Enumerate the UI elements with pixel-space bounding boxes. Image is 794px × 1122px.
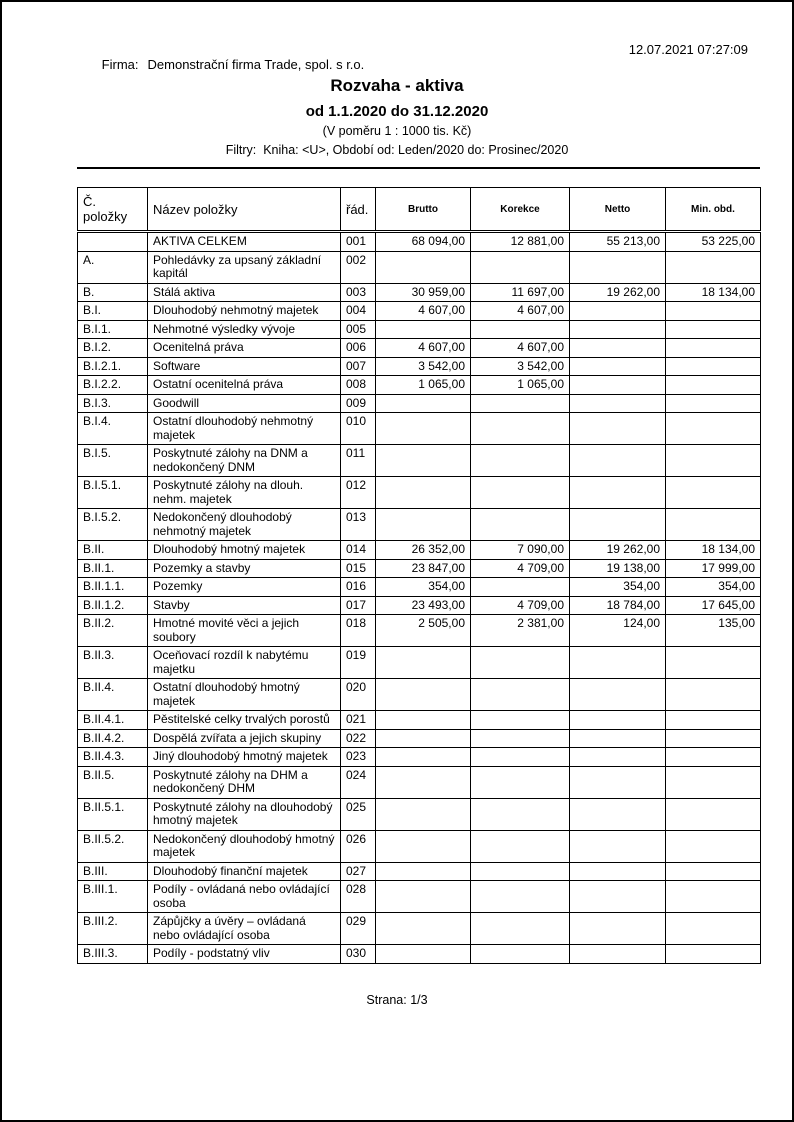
cell-line-number: 011 — [341, 445, 376, 477]
cell-line-number: 028 — [341, 881, 376, 913]
cell-brutto — [376, 830, 471, 862]
cell-min-obd — [666, 477, 761, 509]
cell-item-number: B.II.5. — [78, 766, 148, 798]
cell-line-number: 017 — [341, 596, 376, 615]
cell-netto — [570, 862, 666, 881]
cell-min-obd: 53 225,00 — [666, 232, 761, 252]
cell-brutto: 3 542,00 — [376, 357, 471, 376]
cell-min-obd — [666, 394, 761, 413]
table-row — [78, 798, 761, 830]
cell-netto: 19 138,00 — [570, 559, 666, 578]
cell-brutto — [376, 647, 471, 679]
cell-item-name: Hmotné movité věci a jejich soubory — [148, 615, 341, 647]
cell-item-name: Nehmotné výsledky vývoje — [148, 320, 341, 339]
cell-min-obd — [666, 729, 761, 748]
cell-korekce — [471, 413, 570, 445]
cell-item-number: B.I. — [78, 302, 148, 321]
header-divider — [77, 167, 760, 169]
cell-item-number: B.I.4. — [78, 413, 148, 445]
table-row — [78, 596, 761, 615]
cell-item-number: B.I.1. — [78, 320, 148, 339]
cell-brutto — [376, 862, 471, 881]
cell-min-obd: 18 134,00 — [666, 541, 761, 560]
cell-item-number — [78, 232, 148, 252]
cell-korekce — [471, 477, 570, 509]
cell-netto — [570, 251, 666, 283]
table-row — [78, 913, 761, 945]
table-row — [78, 711, 761, 730]
cell-min-obd — [666, 413, 761, 445]
cell-netto — [570, 647, 666, 679]
cell-min-obd: 17 645,00 — [666, 596, 761, 615]
col-header-netto: Netto — [570, 188, 666, 232]
table-row — [78, 862, 761, 881]
cell-item-number: B.II.4.1. — [78, 711, 148, 730]
cell-line-number: 014 — [341, 541, 376, 560]
table-row — [78, 748, 761, 767]
cell-item-name: Dlouhodobý nehmotný majetek — [148, 302, 341, 321]
cell-netto — [570, 729, 666, 748]
cell-item-name: Pěstitelské celky trvalých porostů — [148, 711, 341, 730]
cell-line-number: 005 — [341, 320, 376, 339]
cell-item-name: Pozemky a stavby — [148, 559, 341, 578]
cell-netto — [570, 711, 666, 730]
cell-item-name: Dlouhodobý hmotný majetek — [148, 541, 341, 560]
cell-item-number: B.II.2. — [78, 615, 148, 647]
table-row — [78, 413, 761, 445]
cell-item-number: B.I.2.1. — [78, 357, 148, 376]
cell-item-name: Ocenitelná práva — [148, 339, 341, 358]
cell-brutto: 26 352,00 — [376, 541, 471, 560]
cell-brutto: 68 094,00 — [376, 232, 471, 252]
cell-line-number: 019 — [341, 647, 376, 679]
table-row — [78, 766, 761, 798]
cell-korekce: 11 697,00 — [471, 283, 570, 302]
cell-item-name: Poskytnuté zálohy na dlouh. nehm. majetek — [148, 477, 341, 509]
cell-line-number: 002 — [341, 251, 376, 283]
cell-min-obd — [666, 302, 761, 321]
cell-netto — [570, 945, 666, 964]
print-timestamp: 12.07.2021 07:27:09 — [628, 42, 748, 57]
cell-brutto — [376, 679, 471, 711]
cell-korekce: 3 542,00 — [471, 357, 570, 376]
col-header-brutto: Brutto — [376, 188, 471, 232]
cell-brutto — [376, 320, 471, 339]
cell-netto — [570, 766, 666, 798]
cell-netto — [570, 830, 666, 862]
cell-netto — [570, 445, 666, 477]
report-period: od 1.1.2020 do 31.12.2020 — [305, 103, 489, 120]
cell-item-number: B.III.3. — [78, 945, 148, 964]
cell-line-number: 022 — [341, 729, 376, 748]
cell-item-number: A. — [78, 251, 148, 283]
cell-line-number: 004 — [341, 302, 376, 321]
cell-netto — [570, 320, 666, 339]
cell-item-name: Podíly - ovládaná nebo ovládající osoba — [148, 881, 341, 913]
table-row — [78, 945, 761, 964]
cell-line-number: 027 — [341, 862, 376, 881]
cell-item-number: B.I.2.2. — [78, 376, 148, 395]
cell-netto: 18 784,00 — [570, 596, 666, 615]
cell-line-number: 001 — [341, 232, 376, 252]
cell-item-name: Nedokončený dlouhodobý hmotný majetek — [148, 830, 341, 862]
col-header-item-number: Č. položky — [78, 188, 148, 232]
col-header-korekce: Korekce — [471, 188, 570, 232]
cell-line-number: 006 — [341, 339, 376, 358]
cell-netto — [570, 748, 666, 767]
cell-korekce: 4 709,00 — [471, 559, 570, 578]
cell-item-name: Pohledávky za upsaný základní kapitál — [148, 251, 341, 283]
cell-item-number: B.II.4.3. — [78, 748, 148, 767]
cell-min-obd — [666, 509, 761, 541]
cell-item-number: B.III. — [78, 862, 148, 881]
cell-item-name: Nedokončený dlouhodobý nehmotný majetek — [148, 509, 341, 541]
cell-korekce — [471, 862, 570, 881]
cell-item-number: B.II.3. — [78, 647, 148, 679]
table-row — [78, 679, 761, 711]
table-row — [78, 445, 761, 477]
cell-netto — [570, 339, 666, 358]
cell-line-number: 012 — [341, 477, 376, 509]
cell-netto — [570, 376, 666, 395]
table-row — [78, 339, 761, 358]
cell-item-name: Ostatní ocenitelná práva — [148, 376, 341, 395]
cell-brutto — [376, 509, 471, 541]
col-header-min-obd: Min. obd. — [666, 188, 761, 232]
cell-min-obd — [666, 830, 761, 862]
table-row — [78, 615, 761, 647]
cell-item-number: B.II.1.2. — [78, 596, 148, 615]
cell-korekce: 2 381,00 — [471, 615, 570, 647]
cell-brutto — [376, 477, 471, 509]
cell-min-obd — [666, 320, 761, 339]
table-row — [78, 729, 761, 748]
cell-netto — [570, 798, 666, 830]
cell-korekce: 4 709,00 — [471, 596, 570, 615]
cell-min-obd — [666, 376, 761, 395]
table-row — [78, 509, 761, 541]
cell-item-name: Jiný dlouhodobý hmotný majetek — [148, 748, 341, 767]
cell-korekce — [471, 798, 570, 830]
table-row — [78, 647, 761, 679]
cell-line-number: 015 — [341, 559, 376, 578]
table-row — [78, 232, 761, 252]
report-title: Rozvaha - aktiva — [330, 76, 464, 95]
cell-min-obd: 135,00 — [666, 615, 761, 647]
table-row — [78, 376, 761, 395]
cell-item-number: B.II.1.1. — [78, 578, 148, 597]
cell-korekce: 12 881,00 — [471, 232, 570, 252]
cell-item-number: B.I.5.1. — [78, 477, 148, 509]
table-row — [78, 881, 761, 913]
cell-korekce — [471, 578, 570, 597]
cell-brutto — [376, 394, 471, 413]
cell-item-number: B.I.5.2. — [78, 509, 148, 541]
cell-brutto: 354,00 — [376, 578, 471, 597]
cell-brutto: 23 847,00 — [376, 559, 471, 578]
cell-item-name: AKTIVA CELKEM — [148, 232, 341, 252]
cell-netto: 19 262,00 — [570, 541, 666, 560]
cell-brutto — [376, 413, 471, 445]
cell-brutto — [376, 729, 471, 748]
cell-min-obd — [666, 679, 761, 711]
cell-netto — [570, 913, 666, 945]
cell-brutto: 2 505,00 — [376, 615, 471, 647]
cell-min-obd — [666, 357, 761, 376]
cell-min-obd — [666, 862, 761, 881]
cell-korekce — [471, 647, 570, 679]
cell-netto — [570, 413, 666, 445]
cell-line-number: 007 — [341, 357, 376, 376]
table-row — [78, 283, 761, 302]
table-row — [78, 477, 761, 509]
cell-line-number: 023 — [341, 748, 376, 767]
cell-netto: 19 262,00 — [570, 283, 666, 302]
balance-sheet-table — [77, 187, 761, 964]
cell-min-obd — [666, 339, 761, 358]
cell-item-name: Poskytnuté zálohy na dlouhodobý hmotný majetek — [148, 798, 341, 830]
cell-min-obd — [666, 945, 761, 964]
cell-min-obd — [666, 647, 761, 679]
cell-item-name: Podíly - podstatný vliv — [148, 945, 341, 964]
cell-brutto — [376, 766, 471, 798]
cell-brutto: 4 607,00 — [376, 302, 471, 321]
cell-item-name: Ostatní dlouhodobý hmotný majetek — [148, 679, 341, 711]
table-row — [78, 320, 761, 339]
cell-item-name: Poskytnuté zálohy na DHM a nedokončený DHM — [148, 766, 341, 798]
cell-item-name: Stavby — [148, 596, 341, 615]
cell-netto — [570, 509, 666, 541]
cell-korekce — [471, 711, 570, 730]
cell-brutto — [376, 711, 471, 730]
table-row — [78, 394, 761, 413]
cell-item-name: Zápůjčky a úvěry – ovládaná nebo ovládající osoba — [148, 913, 341, 945]
cell-netto — [570, 881, 666, 913]
cell-netto — [570, 302, 666, 321]
cell-brutto: 23 493,00 — [376, 596, 471, 615]
cell-korekce — [471, 945, 570, 964]
cell-brutto — [376, 748, 471, 767]
cell-min-obd — [666, 711, 761, 730]
cell-line-number: 009 — [341, 394, 376, 413]
cell-item-name: Ostatní dlouhodobý nehmotný majetek — [148, 413, 341, 445]
cell-korekce — [471, 729, 570, 748]
cell-item-number: B.II.4. — [78, 679, 148, 711]
cell-korekce — [471, 251, 570, 283]
page-number: Strana: 1/3 — [366, 993, 428, 1007]
cell-item-number: B.II.5.2. — [78, 830, 148, 862]
cell-item-name: Oceňovací rozdíl k nabytému majetku — [148, 647, 341, 679]
cell-korekce: 7 090,00 — [471, 541, 570, 560]
cell-korekce — [471, 830, 570, 862]
cell-min-obd — [666, 251, 761, 283]
cell-line-number: 003 — [341, 283, 376, 302]
cell-netto — [570, 357, 666, 376]
cell-korekce — [471, 913, 570, 945]
cell-item-name: Stálá aktiva — [148, 283, 341, 302]
cell-item-number: B.I.5. — [78, 445, 148, 477]
cell-item-name: Software — [148, 357, 341, 376]
cell-min-obd — [666, 798, 761, 830]
cell-item-number: B. — [78, 283, 148, 302]
cell-netto — [570, 477, 666, 509]
cell-min-obd: 18 134,00 — [666, 283, 761, 302]
cell-item-number: B.II. — [78, 541, 148, 560]
table-row — [78, 830, 761, 862]
cell-brutto: 1 065,00 — [376, 376, 471, 395]
cell-line-number: 026 — [341, 830, 376, 862]
cell-item-name: Goodwill — [148, 394, 341, 413]
cell-line-number: 020 — [341, 679, 376, 711]
cell-korekce: 1 065,00 — [471, 376, 570, 395]
cell-netto: 354,00 — [570, 578, 666, 597]
col-header-item-name: Název položky — [148, 188, 341, 232]
cell-item-number: B.I.2. — [78, 339, 148, 358]
report-filters: Filtry: Kniha: <U>, Období od: Leden/2020 do: Prosinec/2020 — [225, 143, 569, 157]
table-row — [78, 541, 761, 560]
cell-brutto — [376, 913, 471, 945]
cell-item-name: Pozemky — [148, 578, 341, 597]
cell-item-number: B.II.1. — [78, 559, 148, 578]
table-header-row — [78, 188, 761, 232]
cell-line-number: 021 — [341, 711, 376, 730]
cell-line-number: 025 — [341, 798, 376, 830]
cell-netto — [570, 394, 666, 413]
company-name: Demonstrační firma Trade, spol. s r.o. — [147, 57, 365, 72]
cell-min-obd — [666, 913, 761, 945]
cell-korekce — [471, 748, 570, 767]
cell-brutto — [376, 798, 471, 830]
cell-brutto: 30 959,00 — [376, 283, 471, 302]
cell-korekce — [471, 881, 570, 913]
cell-brutto — [376, 881, 471, 913]
cell-brutto — [376, 445, 471, 477]
table-row — [78, 357, 761, 376]
cell-min-obd — [666, 881, 761, 913]
cell-line-number: 013 — [341, 509, 376, 541]
cell-brutto — [376, 945, 471, 964]
cell-item-name: Dospělá zvířata a jejich skupiny — [148, 729, 341, 748]
cell-line-number: 030 — [341, 945, 376, 964]
cell-item-number: B.I.3. — [78, 394, 148, 413]
cell-brutto — [376, 251, 471, 283]
cell-korekce — [471, 679, 570, 711]
cell-item-number: B.II.4.2. — [78, 729, 148, 748]
cell-netto: 55 213,00 — [570, 232, 666, 252]
cell-item-number: B.III.2. — [78, 913, 148, 945]
cell-line-number: 016 — [341, 578, 376, 597]
table-row — [78, 302, 761, 321]
cell-korekce: 4 607,00 — [471, 339, 570, 358]
report-scale-note: (V poměru 1 : 1000 tis. Kč) — [322, 124, 472, 138]
cell-korekce — [471, 394, 570, 413]
cell-line-number: 008 — [341, 376, 376, 395]
cell-min-obd — [666, 766, 761, 798]
cell-line-number: 010 — [341, 413, 376, 445]
cell-brutto: 4 607,00 — [376, 339, 471, 358]
col-header-line: řád. — [341, 188, 376, 232]
cell-min-obd — [666, 445, 761, 477]
table-row — [78, 251, 761, 283]
cell-item-name: Dlouhodobý finanční majetek — [148, 862, 341, 881]
cell-item-name: Poskytnuté zálohy na DNM a nedokončený DNM — [148, 445, 341, 477]
cell-line-number: 018 — [341, 615, 376, 647]
cell-min-obd: 17 999,00 — [666, 559, 761, 578]
cell-netto — [570, 679, 666, 711]
company-label: Firma: — [101, 57, 139, 72]
cell-line-number: 029 — [341, 913, 376, 945]
cell-korekce — [471, 766, 570, 798]
table-row — [78, 578, 761, 597]
cell-item-number: B.III.1. — [78, 881, 148, 913]
cell-min-obd: 354,00 — [666, 578, 761, 597]
cell-line-number: 024 — [341, 766, 376, 798]
cell-korekce — [471, 320, 570, 339]
cell-korekce — [471, 509, 570, 541]
cell-korekce: 4 607,00 — [471, 302, 570, 321]
cell-korekce — [471, 445, 570, 477]
cell-min-obd — [666, 748, 761, 767]
table-row — [78, 559, 761, 578]
cell-netto: 124,00 — [570, 615, 666, 647]
cell-item-number: B.II.5.1. — [78, 798, 148, 830]
